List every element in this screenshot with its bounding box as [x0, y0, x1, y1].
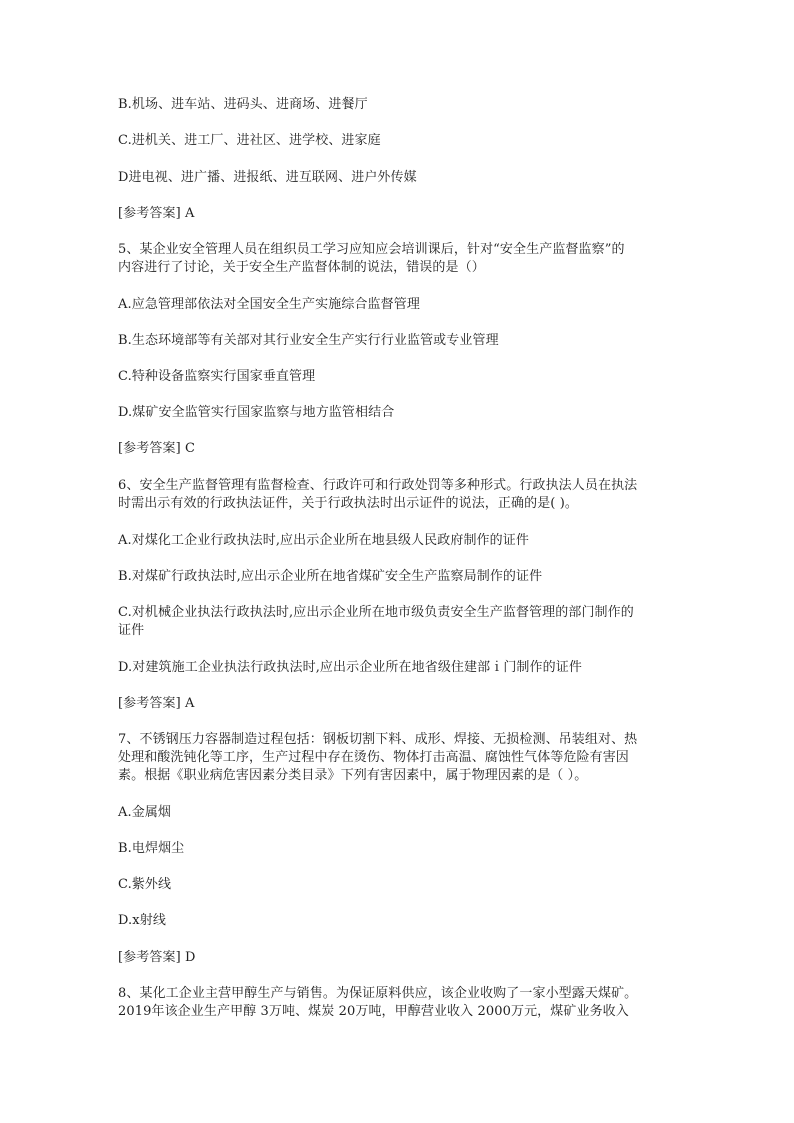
q4-option-d: D进电视、进广播、进报纸、进互联网、进户外传媒: [118, 170, 417, 185]
q5-answer: [参考答案] C: [118, 441, 196, 456]
q6-option-b: B.对煤矿行政执法时,应出示企业所在地省煤矿安全生产监察局制作的证件: [118, 569, 543, 584]
q6-option-c-line1: C.对机械企业执法行政执法时,应出示企业所在地市级负责安全生产监督管理的部门制作的: [118, 605, 634, 620]
q6-answer: [参考答案] A: [118, 696, 195, 711]
q7-stem-line1: 7、不锈钢压力容器制造过程包括：钢板切割下料、成形、焊接、无损检测、吊装组对、热: [118, 732, 638, 747]
q6-option-a: A.对煤化工企业行政执法时,应出示企业所在地县级人民政府制作的证件: [118, 533, 529, 548]
q8-stem-line1: 8、某化工企业主营甲醇生产与销售。为保证原料供应，该企业收购了一家小型露天煤矿。: [118, 986, 638, 1001]
q6-stem-line2: 时需出示有效的行政执法证件，关于行政执法时出示证件的说法，正确的是( )。: [118, 496, 578, 511]
q5-option-c: C.特种设备监察实行国家垂直管理: [118, 369, 316, 384]
q7-option-c: C.紫外线: [118, 877, 172, 892]
q4-answer: [参考答案] A: [118, 206, 195, 221]
q6-option-d: D.对建筑施工企业执法行政执法时,应出示企业所在地省级住建部ｉ门制作的证件: [118, 660, 582, 675]
q7-stem-line3: 素。根据《职业病危害因素分类目录》下列有害因素中，属于物理因素的是（ ）。: [118, 768, 588, 783]
q8-stem-line2: 2019年该企业生产甲醇 3万吨、煤炭 20万吨，甲醇营业收入 2000万元，煤矿业务收入: [118, 1004, 629, 1019]
q5-option-b: B.生态环境部等有关部对其行业安全生产实行行业监管或专业管理: [118, 333, 499, 348]
q6-option-c-line2: 证件: [118, 623, 145, 638]
q5-stem-line1: 5、某企业安全管理人员在组织员工学习应知应会培训课后，针对“安全生产监督监察”的: [118, 242, 625, 257]
q5-option-a: A.应急管理部依法对全国安全生产实施综合监督管理: [118, 297, 420, 312]
q6-stem-line1: 6、安全生产监督管理有监督检查、行政许可和行政处罚等多种形式。行政执法人员在执法: [118, 478, 638, 493]
q4-option-b: B.机场、进车站、进码头、进商场、进餐厅: [118, 97, 368, 112]
q7-option-a: A.金属烟: [118, 805, 172, 820]
q7-option-d: D.x射线: [118, 913, 166, 928]
q7-option-b: B.电焊烟尘: [118, 841, 185, 856]
q5-option-d: D.煤矿安全监管实行国家监察与地方监管相结合: [118, 405, 395, 420]
q4-option-c: C.进机关、进工厂、进社区、进学校、进家庭: [118, 133, 381, 148]
q7-stem-line2: 处理和酸洗钝化等工序，生产过程中存在烫伤、物体打击高温、腐蚀性气体等危险有害因: [118, 750, 629, 765]
q7-answer: [参考答案] D: [118, 950, 196, 965]
q5-stem-line2: 内容进行了讨论，关于安全生产监督体制的说法，错误的是（）: [118, 260, 485, 275]
